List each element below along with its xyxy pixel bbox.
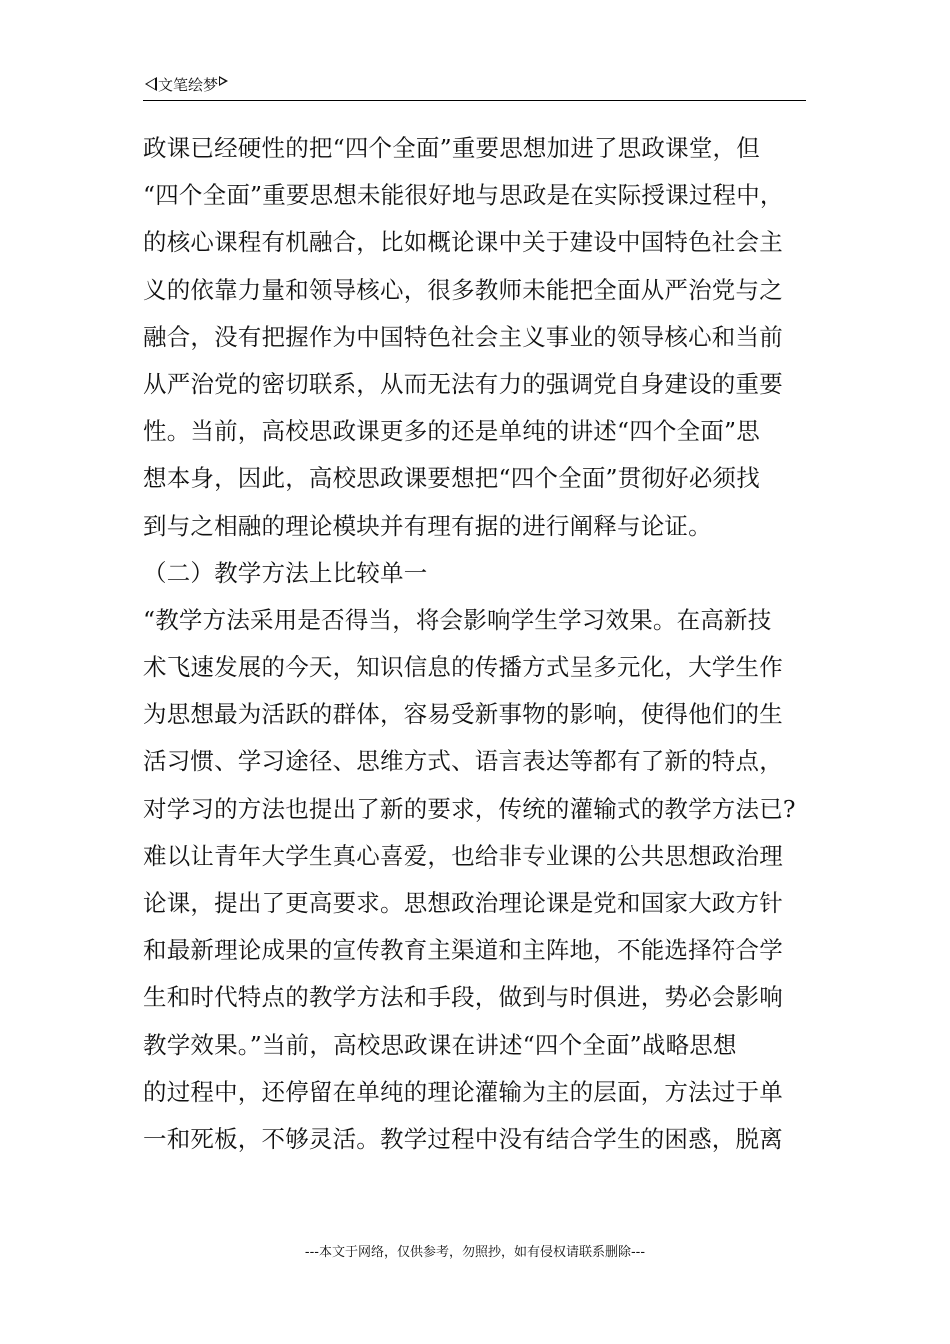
text-line: 生和时代特点的教学方法和手段，做到与时俱进，势必会影响 [143, 983, 783, 1012]
text-line: 对学习的方法也提出了新的要求，传统的灌输式的教学方法已? [143, 794, 796, 823]
text-line: 义的依靠力量和领导核心，很多教师未能把全面从严治党与之 [143, 275, 783, 304]
triangle-left-icon [145, 77, 157, 91]
text-line: “四个全面”重要思想未能很好地与思政是在实际授课过程中， [143, 181, 784, 210]
page-footer: ---本文于网络，仅供参考，勿照抄，如有侵权请联系删除--- [304, 1245, 646, 1260]
triangle-right-icon [219, 76, 228, 86]
text-line: 术飞速发展的今天，知识信息的传播方式呈多元化，大学生作 [143, 653, 783, 682]
text-line: 和最新理论成果的宣传教育主渠道和主阵地，不能选择符合学 [143, 936, 783, 965]
text-line: 活习惯、学习途径、思维方式、语言表达等都有了新的特点， [143, 747, 783, 776]
text-line: 的过程中，还停留在单纯的理论灌输为主的层面，方法过于单 [143, 1077, 783, 1106]
header-title-row [145, 76, 228, 94]
page-header [143, 74, 806, 101]
text-line: 一和死板，不够灵活。教学过程中没有结合学生的困惑，脱离 [143, 1124, 783, 1153]
text-line: 想本身，因此，高校思政课要想把“四个全面”贯彻好必须找 [143, 464, 760, 493]
section-heading: （二）教学方法上比较单一 [143, 558, 428, 587]
text-line: 从严治党的密切联系，从而无法有力的强调党自身建设的重要 [143, 369, 783, 398]
text-line: 政课已经硬性的把“四个全面”重要思想加进了思政课堂，但 [143, 134, 760, 162]
text-line: 的核心课程有机融合，比如概论课中关于建设中国特色社会主 [143, 228, 783, 257]
document-body [143, 128, 809, 1166]
text-line: 难以让青年大学生真心喜爱，也给非专业课的公共思想政治理 [143, 841, 783, 870]
text-line: 到与之相融的理论模块并有理有据的进行阐释与论证。 [143, 511, 712, 540]
text-line: 性。当前，高校思政课更多的还是单纯的讲述“四个全面”思 [143, 417, 760, 446]
text-line: “教学方法采用是否得当，将会影响学生学习效果。在高新技 [143, 605, 772, 634]
text-line: 论课，提出了更高要求。思想政治理论课是党和国家大政方针 [143, 889, 783, 917]
header-title: 文笔绘梦 [158, 76, 219, 94]
text-line: 为思想最为活跃的群体，容易受新事物的影响，使得他们的生 [143, 700, 783, 729]
text-line: 融合，没有把握作为中国特色社会主义事业的领导核心和当前 [143, 322, 783, 351]
text-line: 教学效果。”当前，高校思政课在讲述“四个全面”战略思想 [143, 1030, 737, 1059]
